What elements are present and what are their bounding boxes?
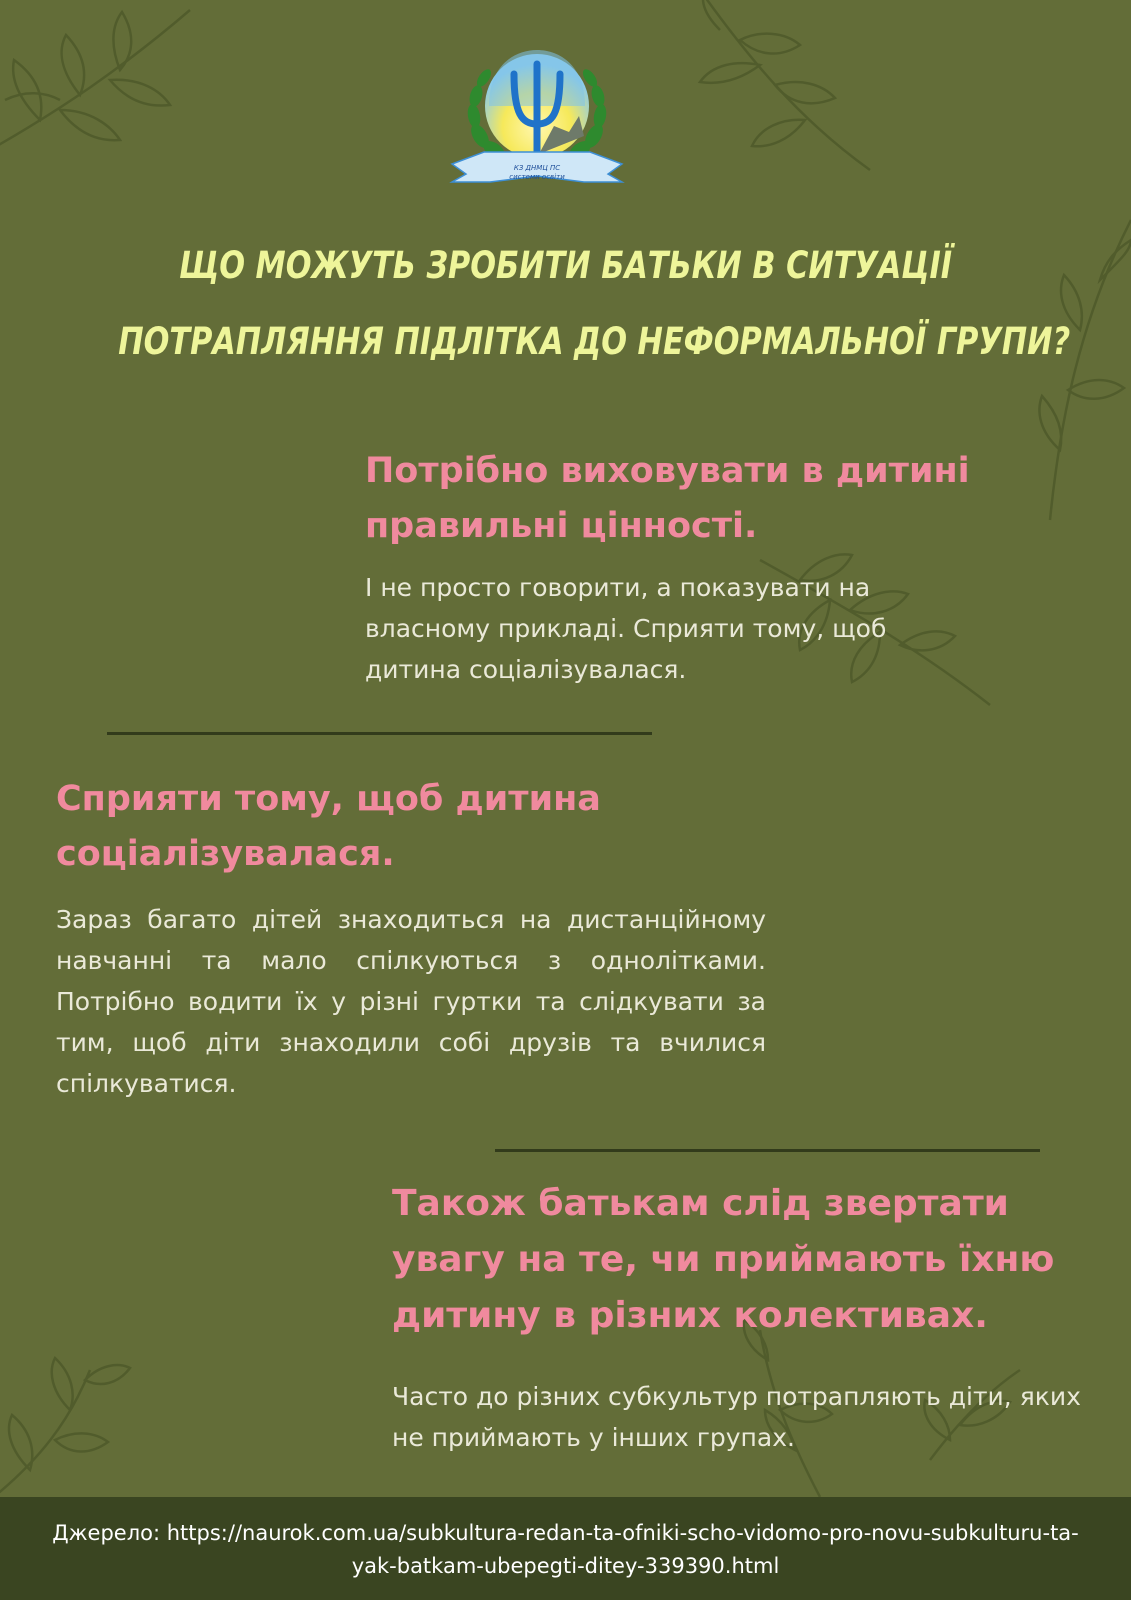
section-2-heading: Сприяти тому, щоб дитина соціалізувалася. bbox=[56, 779, 601, 874]
section-2-text: Зараз багато дітей знаходиться на дистанційному навчанні та мало спілкуються з однолітками. Потрібно водити їх у різні гуртки та слідкувати за тим, щоб діти знаходили собі друзів та вчилися спілкуватися. bbox=[56, 905, 766, 1098]
section-3-text: Часто до різних субкультур потрапляють діти, яких не приймають у інших групах. bbox=[392, 1382, 1081, 1452]
section-1-heading: Потрібно виховувати в дитині правильні цінності. bbox=[365, 451, 970, 546]
footer bbox=[0, 1497, 1131, 1600]
svg-text:КЗ ДНМЦ ПС: КЗ ДНМЦ ПС bbox=[513, 164, 561, 172]
title-line-2: ПОТРАПЛЯННЯ ПІДЛІТКА ДО НЕФОРМАЛЬНОЇ ГРУПИ? bbox=[118, 320, 1071, 363]
divider bbox=[107, 732, 652, 735]
psi-emblem-icon bbox=[444, 36, 630, 188]
source-link[interactable]: Джерело: https://naurok.com.ua/subkultura-redan-ta-ofniki-scho-vidomo-pro-novu-subkulturu-ta-yak-batkam-ubepegti-ditey-339390.html bbox=[52, 1521, 1079, 1578]
svg-text:системи освіти: системи освіти bbox=[509, 173, 565, 181]
section-1-text: І не просто говорити, а показувати на власному прикладі. Сприяти тому, щоб дитина соціалізувалася. bbox=[365, 573, 887, 684]
page-title bbox=[118, 228, 1071, 380]
section-3-heading: Також батькам слід звертати увагу на те, чи приймають їхню дитину в різних колективах. bbox=[392, 1183, 1055, 1336]
title-line-1: ЩО МОЖУТЬ ЗРОБИТИ БАТЬКИ В СИТУАЦІЇ bbox=[178, 244, 953, 287]
divider bbox=[495, 1149, 1040, 1152]
